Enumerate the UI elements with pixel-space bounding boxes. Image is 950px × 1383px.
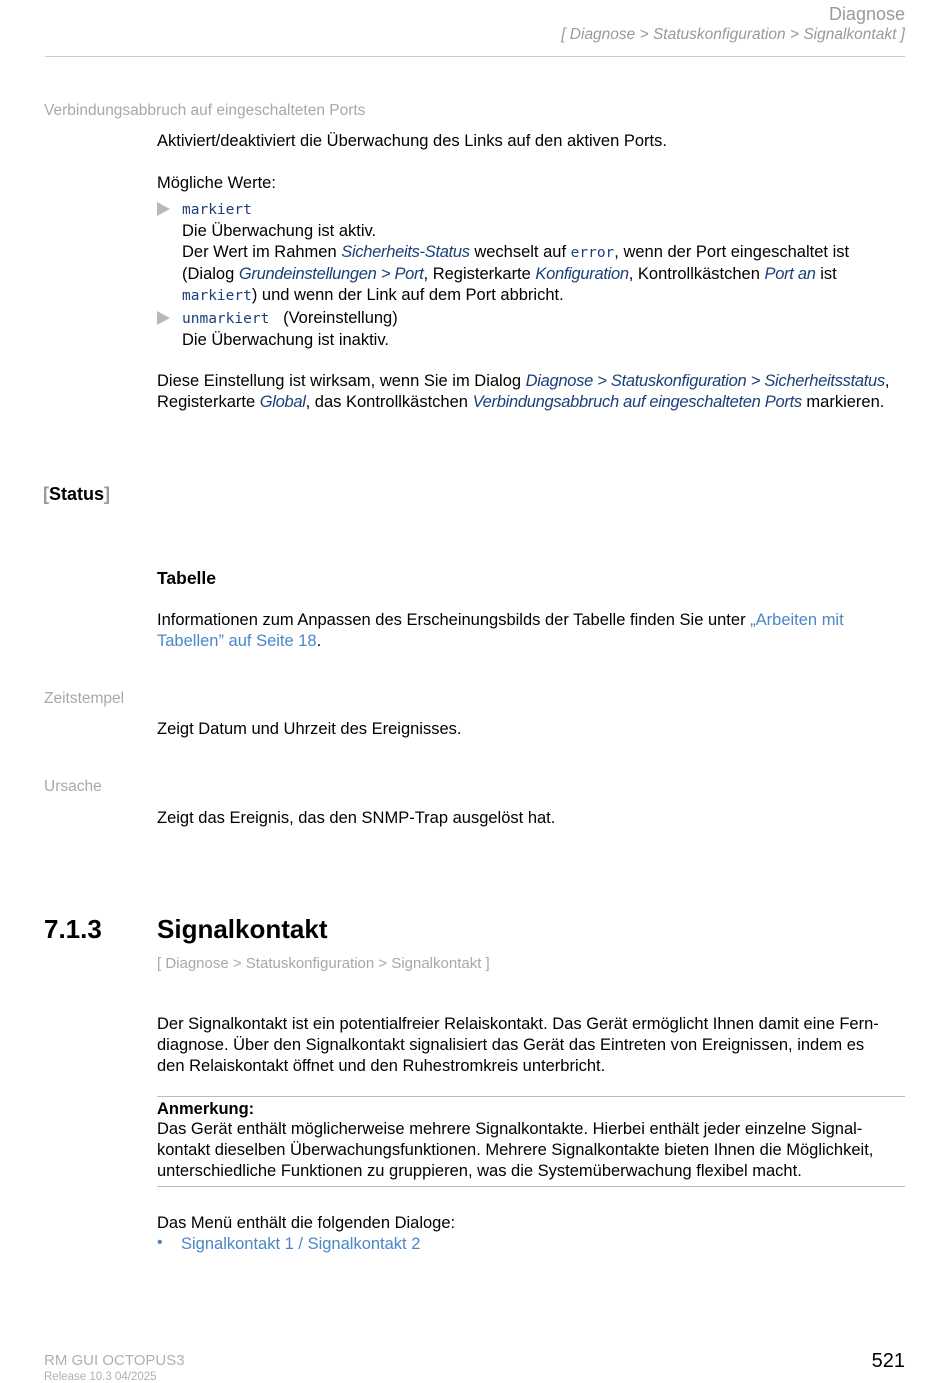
- value-line: Die Überwachung ist inaktiv.: [182, 331, 389, 349]
- param-description: Aktiviert/deaktiviert die Überwachung des Links auf den aktiven Ports.: [157, 132, 667, 150]
- header-breadcrumb: [ Diagnose > Statuskonfiguration > Signalkontakt ]: [561, 26, 905, 43]
- footer-product: RM GUI OCTOPUS3: [44, 1352, 185, 1369]
- param-label-zeitstempel: Zeitstempel: [44, 690, 125, 707]
- bullet-dot-icon: •: [157, 1234, 163, 1251]
- link-konfiguration[interactable]: Konfiguration: [535, 265, 629, 283]
- link-global[interactable]: Global: [259, 393, 306, 411]
- value-suffix: (Voreinstellung): [283, 309, 398, 327]
- link-arbeiten-mit-tabellen[interactable]: „Arbeiten mit: [750, 611, 844, 629]
- link-verbindungsabbruch[interactable]: Verbindungsabbruch auf eingeschalteten Ports: [472, 393, 802, 411]
- link-port-an[interactable]: Port an: [764, 265, 816, 283]
- header-divider: [45, 56, 905, 57]
- menu-intro: Das Menü enthält die folgenden Dialoge:: [157, 1214, 456, 1232]
- link-grundeinstellungen-port[interactable]: Grundeinstellungen > Port: [238, 265, 424, 283]
- value-line: (Dialog Grundeinstellungen > Port, Registerkarte Konfiguration, Kontrollkästchen Port an ist: [182, 265, 837, 283]
- page-number: 521: [871, 1350, 905, 1372]
- footer-release: Release 10.3 04/2025: [44, 1371, 157, 1383]
- param-label-verbindungsabbruch: Verbindungsabbruch auf eingeschalteten Ports: [44, 102, 366, 119]
- note-heading: Anmerkung:: [157, 1100, 255, 1118]
- note-top-rule: [157, 1096, 905, 1097]
- ursache-description: Zeigt das Ereignis, das den SNMP-Trap ausgelöst hat.: [157, 809, 556, 827]
- link-arbeiten-mit-tabellen-cont[interactable]: Tabellen” auf Seite 18: [157, 632, 317, 650]
- section-breadcrumb: [ Diagnose > Statuskonfiguration > Signalkontakt ]: [157, 955, 490, 972]
- value-line: Die Überwachung ist aktiv.: [182, 222, 377, 240]
- note-text: Das Gerät enthält möglicherweise mehrere Signalkontakte. Hierbei enthält jeder einzelne Signal- kontakt dieselben Überwachungsfunktionen. Mehrere Signalkontakte bieten Ihnen die Möglichkeit, unterschiedliche Funktionen zu gruppieren, was die Systemüberwachung flexibel macht.: [157, 1120, 874, 1180]
- tabelle-heading: Tabelle: [157, 568, 217, 588]
- param-note: Diese Einstellung ist wirksam, wenn Sie im Dialog Diagnose > Statuskonfiguration > Sicherheitsstatus, Registerkarte Global, das Kontrollkästchen Verbindungsabbruch auf eingeschalteten Ports markieren.: [157, 372, 890, 411]
- link-signalkontakt-1-2[interactable]: Signalkontakt 1 / Signalkontakt 2: [181, 1235, 421, 1253]
- header-title: Diagnose: [828, 4, 905, 24]
- value-line: Der Wert im Rahmen Sicherheits-Status wechselt auf error, wenn der Port eingeschaltet ist: [182, 243, 850, 261]
- tabelle-description: Informationen zum Anpassen des Erscheinungsbilds der Tabelle finden Sie unter „Arbeiten mit Tabellen” auf Seite 18.: [157, 611, 844, 650]
- value-name: markiert: [182, 202, 252, 218]
- link-sicherheits-status[interactable]: Sicherheits-Status: [341, 243, 470, 261]
- link-sicherheitsstatus[interactable]: Diagnose > Statuskonfiguration > Sicherheitsstatus: [525, 372, 885, 390]
- zeitstempel-description: Zeigt Datum und Uhrzeit des Ereignisses.: [157, 720, 462, 738]
- status-heading: [Status]: [43, 484, 111, 504]
- param-label-ursache: Ursache: [44, 778, 102, 795]
- value-name: unmarkiert: [182, 311, 270, 327]
- triangle-bullet-icon: [157, 311, 170, 325]
- value-line: markiert) und wenn der Link auf dem Port abbricht.: [182, 286, 564, 304]
- possible-values-label: Mögliche Werte:: [157, 174, 276, 192]
- section-title: Signalkontakt: [157, 914, 328, 944]
- section-intro: Der Signalkontakt ist ein potentialfreier Relaiskontakt. Das Gerät ermöglicht Ihnen damit eine Fern- diagnose. Über den Signalkontakt signalisiert das Gerät das Eintreten von Ereignissen, indem es den Relaiskontakt öffnet und den Ruhestromkreis unterbricht.: [157, 1015, 879, 1075]
- triangle-bullet-icon: [157, 202, 170, 216]
- note-bottom-rule: [157, 1186, 905, 1187]
- section-number: 7.1.3: [44, 914, 102, 944]
